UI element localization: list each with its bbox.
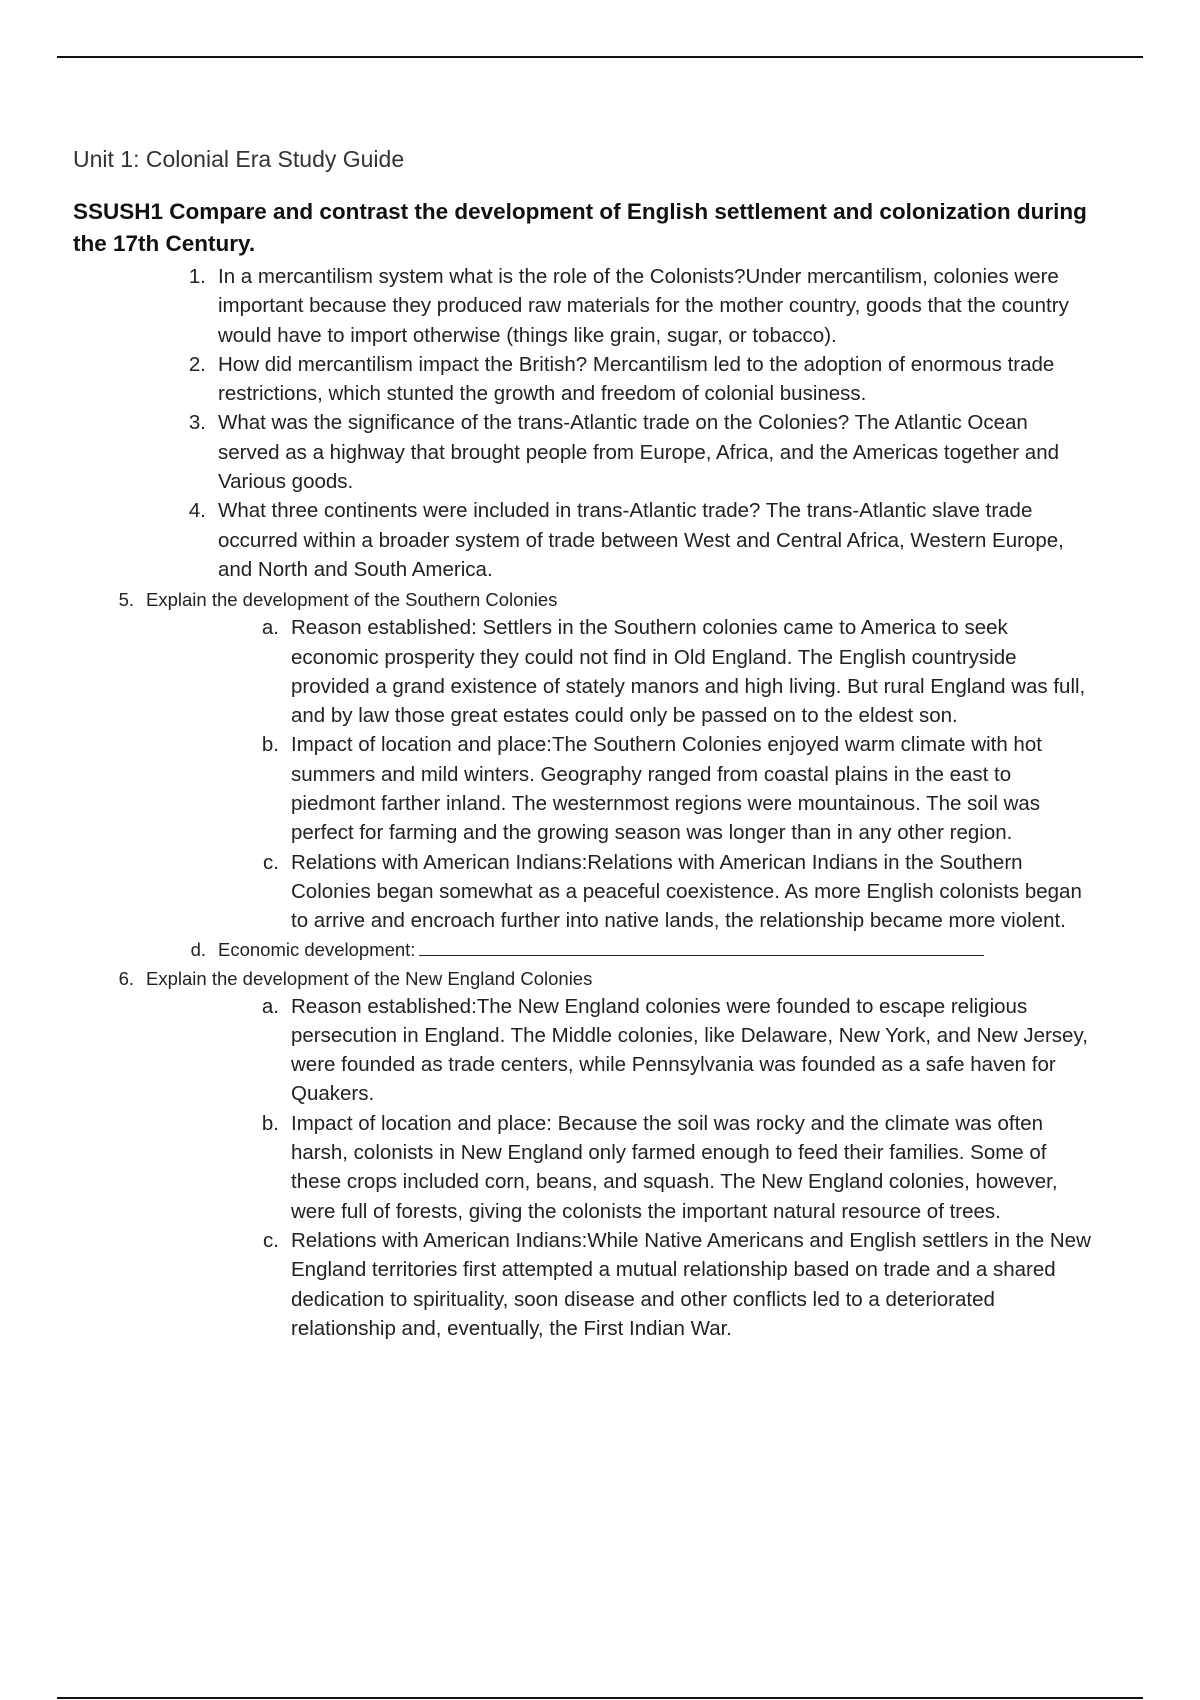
- question-text: How did mercantilism impact the British? Mercantilism led to the adoption of enormous trade restrictions, which stunted the growth and freedom of colonial business.: [218, 352, 1055, 406]
- sub-letter: c.: [263, 1228, 279, 1252]
- question-text: In a mercantilism system what is the role of the Colonists?Under mercantilism, colonies were important because they produced raw materials for the mother country, goods that the country would have to import otherwise (things like grain, sugar, or tobacco).: [218, 265, 1069, 347]
- sub-letter: b.: [261, 1111, 279, 1135]
- sub-item-text: Impact of location and place: Because the soil was rocky and the climate was often harsh, colonists in New England only farmed enough to feed their families. Some of these crops included corn, beans, and squash. The New England colonies, however, were full of forests, giving the colonists the important natural resource of trees.: [291, 1111, 1058, 1223]
- question-text: What three continents were included in trans-Atlantic trade? The trans-Atlantic slave trade occurred within a broader system of trade between West and Central Africa, Western Europe, and North and South America.: [218, 499, 1064, 581]
- section-heading-text: Explain the development of the New England Colonies: [146, 967, 593, 989]
- sub-item: [263, 1226, 1097, 1343]
- top-rule: [57, 56, 1143, 58]
- question-item: [188, 350, 1088, 409]
- standard-heading: SSUSH1 Compare and contrast the development of English settlement and colonization during the 17th Century.: [73, 199, 1087, 256]
- sub-item: [261, 992, 1097, 1109]
- answer-blank-line: [419, 937, 984, 956]
- document-title: Unit 1: Colonial Era Study Guide: [73, 146, 405, 172]
- question-item: [188, 408, 1088, 496]
- sub-item-text: Reason established: Settlers in the Southern colonies came to America to seek economic prosperity they could not find in Old England. The English countryside provided a grand existence of stately manors and high living. But rural England was full, and by law those great estates could only be passed on to the eldest son.: [291, 616, 1086, 728]
- sub-letter: a.: [261, 616, 279, 640]
- question-item: [188, 262, 1088, 350]
- bottom-rule: [57, 1697, 1143, 1699]
- sub-item-economic: [190, 936, 1200, 963]
- sub-item: [263, 848, 1097, 936]
- sub-item: [261, 1109, 1097, 1226]
- sub-letter: c.: [263, 850, 279, 874]
- section-heading-new-england: [118, 965, 1200, 992]
- sub-letter: b.: [261, 733, 279, 757]
- sub-letter: d.: [190, 938, 206, 960]
- sub-item-text: Economic development:: [218, 938, 416, 960]
- list-number: 2.: [188, 352, 206, 376]
- study-guide-list: [0, 262, 1200, 1343]
- question-text: What was the significance of the trans-Atlantic trade on the Colonies? The Atlantic Ocean served as a highway that brought people from Europe, Africa, and the Americas together and Various goods.: [218, 411, 1060, 494]
- section-heading-text: Explain the development of the Southern Colonies: [146, 589, 558, 611]
- section-heading-southern: [118, 586, 1200, 613]
- list-number: 1.: [188, 265, 206, 288]
- list-number: 3.: [188, 411, 206, 435]
- list-number: 6.: [118, 967, 134, 989]
- sub-letter: a.: [261, 994, 279, 1018]
- list-number: 5.: [118, 589, 134, 611]
- sub-item-text: Impact of location and place:The Southern Colonies enjoyed warm climate with hot summers and mild winters. Geography ranged from coastal plains in the east to piedmont farther inland. The westernmost regions were mountainous. The soil was perfect for farming and the growing season was longer than in any other region.: [291, 733, 1042, 845]
- question-item: [188, 496, 1088, 584]
- sub-item-text: Relations with American Indians:While Native Americans and English settlers in the New England territories first attempted a mutual relationship based on trade and a shared dedication to spirituality, soon disease and other conflicts led to a deteriorated relationship and, eventually, the First Indian War.: [291, 1228, 1091, 1340]
- sub-item-text: Reason established:The New England colonies were founded to escape religious persecution in England. The Middle colonies, like Delaware, New York, and New Jersey, were founded as trade centers, while Pennsylvania was founded as a safe haven for Quakers.: [291, 994, 1088, 1106]
- sub-item-text: Relations with American Indians:Relations with American Indians in the Southern Colonies began somewhat as a peaceful coexistence. As more English colonists began to arrive and encroach further into native lands, the relationship became more violent.: [291, 850, 1082, 933]
- list-number: 4.: [188, 499, 206, 523]
- sub-item: [261, 730, 1097, 847]
- sub-item: [261, 613, 1097, 730]
